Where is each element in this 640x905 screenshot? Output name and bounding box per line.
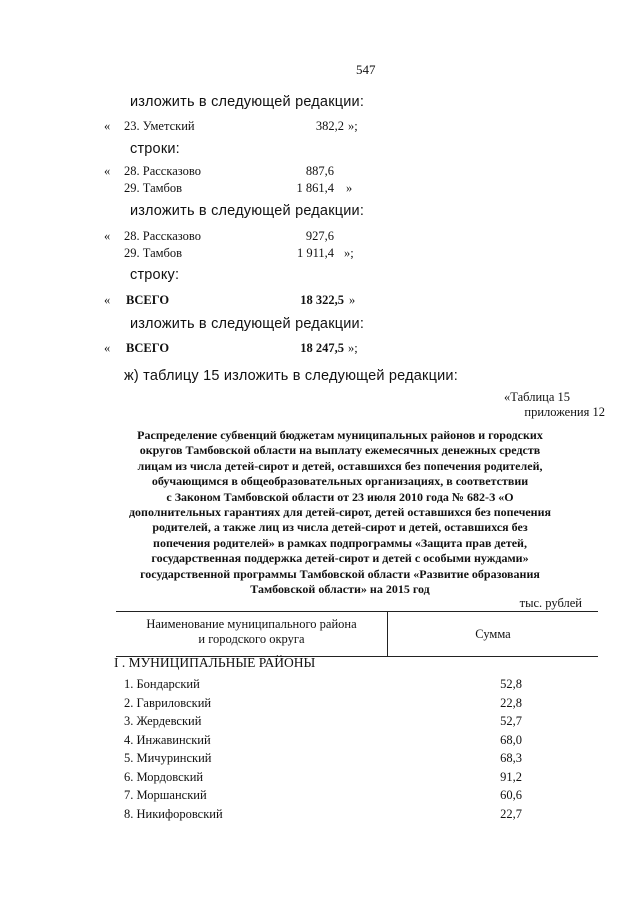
title-line: обучающимся в общеобразовательных организациях, в соответствии (151, 474, 529, 489)
amendment-instruction: строку: (130, 267, 180, 283)
district-value: 1 911,4 (296, 246, 334, 260)
table-row-name: 3. Жердевский (124, 714, 202, 728)
total-label: ВСЕГО (126, 341, 170, 355)
table-row-value: 68,3 (500, 751, 522, 765)
table-reference-appendix: приложения 12 (524, 405, 605, 419)
table-row-name: 7. Моршанский (124, 788, 207, 802)
table-row-value: 22,8 (500, 696, 522, 710)
amendment-instruction: изложить в следующей редакции: (130, 94, 365, 110)
amendment-instruction: строки: (130, 141, 180, 157)
district-value: 927,6 (305, 229, 334, 243)
amendment-instruction: изложить в следующей редакции: (130, 316, 365, 332)
close-quote: »; (348, 119, 358, 133)
total-value: 18 247,5 (300, 341, 344, 355)
title-line: дополнительных гарантиях для детей-сирот, детей оставшихся без попечения (128, 505, 552, 520)
district-name: 29. Тамбов (124, 246, 183, 260)
amendment-instruction: изложить в следующей редакции: (130, 203, 365, 219)
table-row-name: 1. Бондарский (124, 677, 200, 691)
page-number: 547 (356, 62, 376, 77)
table-row-value: 91,2 (500, 770, 522, 784)
table-reference: «Таблица 15 (504, 390, 570, 404)
district-value: 1 861,4 (296, 181, 334, 195)
table-row-name: 8. Никифоровский (124, 807, 223, 821)
header-name-line: и городского округа (198, 632, 305, 646)
header-name-cell (116, 612, 388, 656)
close-quote: »; (348, 341, 358, 355)
district-name: 28. Рассказово (124, 164, 201, 178)
table-row-value: 52,8 (500, 677, 522, 691)
title-line: попечения родителей» в рамках подпрограммы «Защита прав детей, (153, 535, 527, 550)
title-line: с Законом Тамбовской области от 23 июля 2010 года № 682-З «О (166, 489, 514, 504)
title-line: лицам из числа детей-сирот и детей, оставшихся без попечения родителей, (137, 458, 543, 473)
district-name: 28. Рассказово (124, 229, 201, 243)
section-heading: I . МУНИЦИПАЛЬНЫЕ РАЙОНЫ (114, 655, 316, 670)
table-row-name: 2. Гавриловский (124, 696, 212, 710)
header-name-line: Наименование муниципального района (146, 617, 357, 631)
title-line: округов Тамбовской области на выплату ежемесячных денежных средств (139, 443, 541, 458)
title-line: Тамбовской области» на 2015 год (250, 582, 430, 597)
title-line: родителей, а также лиц из числа детей-сирот и детей, оставшихся без (152, 520, 528, 535)
close-quote: »; (344, 246, 354, 260)
units-label: тыс. рублей (519, 596, 582, 610)
total-value: 18 322,5 (300, 293, 344, 307)
open-quote: « (104, 229, 111, 243)
open-quote: « (104, 119, 111, 133)
header-sum-cell: Сумма (475, 627, 511, 641)
table-header (116, 611, 598, 657)
amendment-instruction: ж) таблицу 15 изложить в следующей редакции: (124, 368, 458, 384)
close-quote: » (346, 181, 353, 195)
table-row-name: 5. Мичуринский (124, 751, 212, 765)
close-quote: » (349, 293, 356, 307)
table-row-value: 68,0 (500, 733, 522, 747)
table-row-value: 22,7 (500, 807, 522, 821)
open-quote: « (104, 341, 111, 355)
table-title (100, 428, 580, 597)
district-name: 29. Тамбов (124, 181, 183, 195)
district-value: 887,6 (305, 164, 334, 178)
district-value: 382,2 (315, 119, 344, 133)
table-row-value: 52,7 (500, 714, 522, 728)
total-label: ВСЕГО (126, 293, 170, 307)
title-line: государственная поддержка детей-сирот и детей с особыми нуждами» (151, 551, 529, 566)
table-row-name: 4. Инжавинский (124, 733, 211, 747)
table-row-name: 6. Мордовский (124, 770, 204, 784)
open-quote: « (104, 293, 111, 307)
open-quote: « (104, 164, 111, 178)
district-name: 23. Уметский (124, 119, 195, 133)
table-row-value: 60,6 (500, 788, 522, 802)
title-line: Распределение субвенций бюджетам муниципальных районов и городских (137, 428, 543, 442)
title-line: государственной программы Тамбовской области «Развитие образования (140, 566, 540, 581)
